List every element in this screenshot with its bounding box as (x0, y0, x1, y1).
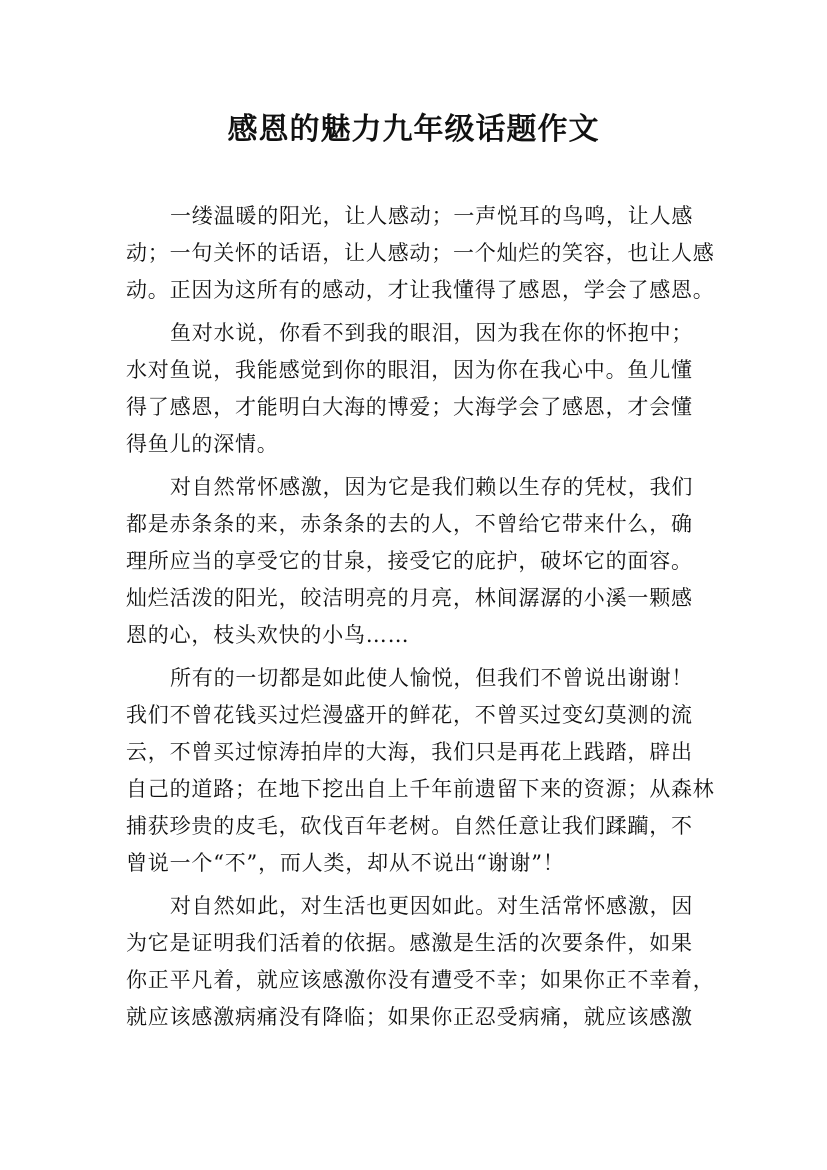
paragraph-line: 动。正因为这所有的感动，才让我懂得了感恩，学会了感恩。 (126, 278, 715, 302)
paragraph-line: 我们不曾花钱买过烂漫盛开的鲜花，不曾买过变幻莫测的流 (126, 703, 693, 727)
paragraph-line: 都是赤条条的来，赤条条的去的人，不曾给它带来什么，确 (126, 512, 693, 536)
paragraph-line: 理所应当的享受它的甘泉，接受它的庇护，破坏它的面容。 (126, 549, 693, 573)
paragraph-line: 自己的道路；在地下挖出自上千年前遗留下来的资源；从森林 (126, 777, 715, 801)
paragraph-line: 就应该感激病痛没有降临；如果你正忍受病痛，就应该感激 (126, 1005, 693, 1029)
page-title: 感恩的魅力九年级话题作文 (227, 112, 600, 147)
paragraph-line: 得了感恩，才能明白大海的博爱；大海学会了感恩，才会懂 (126, 395, 693, 419)
paragraph-line: 对自然常怀感激，因为它是我们赖以生存的凭杖，我们 (170, 475, 694, 499)
paragraph-line: 灿烂活泼的阳光，皎洁明亮的月亮，林间潺潺的小溪一颗感 (126, 586, 693, 610)
paragraph-line: 所有的一切都是如此使人愉悦，但我们不曾说出谢谢！ (170, 666, 694, 690)
paragraph-line: 一缕温暖的阳光，让人感动；一声悦耳的鸟鸣，让人感 (170, 204, 694, 228)
paragraph-line: 恩的心，枝头欢快的小鸟…… (126, 623, 410, 647)
paragraph-line: 为它是证明我们活着的依据。感激是生活的次要条件，如果 (126, 931, 693, 955)
paragraph-line: 鱼对水说，你看不到我的眼泪，因为我在你的怀抱中； (170, 321, 694, 345)
paragraph-line: 你正平凡着，就应该感激你没有遭受不幸；如果你正不幸着， (126, 968, 715, 992)
paragraph-line: 得鱼儿的深情。 (126, 432, 279, 456)
paragraph-line: 曾说一个“不”，而人类，却从不说出“谢谢”！ (126, 851, 565, 875)
paragraph-line: 捕获珍贵的皮毛，砍伐百年老树。自然任意让我们蹂躏，不 (126, 814, 693, 838)
paragraph-line: 对自然如此，对生活也更因如此。对生活常怀感激，因 (170, 894, 694, 918)
paragraph-line: 动；一句关怀的话语，让人感动；一个灿烂的笑容，也让人感 (126, 241, 715, 265)
paragraph-line: 水对鱼说，我能感觉到你的眼泪，因为你在我心中。鱼儿懂 (126, 358, 693, 382)
paragraph-line: 云，不曾买过惊涛拍岸的大海，我们只是再花上践踏，辟出 (126, 740, 693, 764)
